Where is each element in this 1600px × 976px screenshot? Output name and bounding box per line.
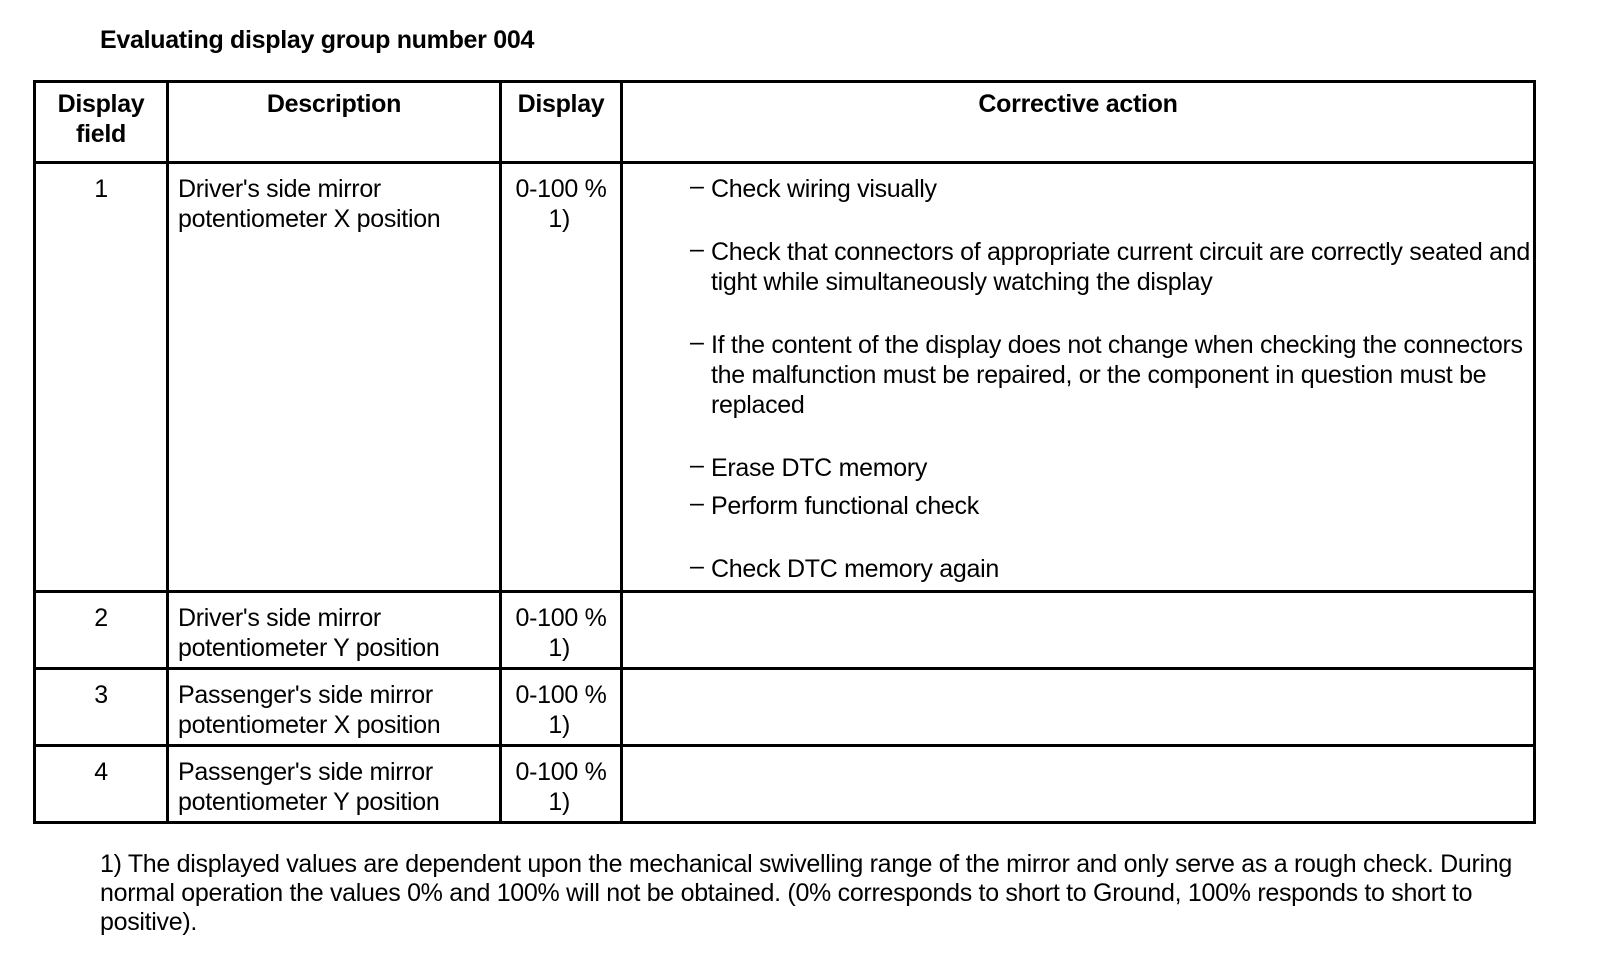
page-title: Evaluating display group number 004 (100, 26, 535, 54)
action-text: Perform functional check (711, 492, 979, 520)
header-display: Display (501, 82, 622, 163)
display-range: 0-100 % (515, 681, 607, 709)
action-item (690, 172, 1533, 204)
dash-bullet-icon: – (690, 235, 704, 263)
description-cell: Passenger's side mirror potentiometer Y position (168, 746, 501, 823)
table-row (35, 746, 1535, 823)
header-description: Description (168, 82, 501, 163)
display-range: 0-100 % (515, 604, 607, 632)
dash-bullet-icon: – (690, 552, 704, 580)
corrective-action-cell (622, 669, 1535, 746)
action-text: Check DTC memory again (711, 555, 999, 583)
display-field-cell: 3 (35, 669, 168, 746)
display-range: 0-100 % (515, 758, 607, 786)
corrective-action-list (623, 174, 1533, 584)
dash-bullet-icon: – (690, 489, 704, 517)
action-item (690, 328, 1533, 420)
action-item (690, 489, 1533, 521)
description-cell: Passenger's side mirror potentiometer X position (168, 669, 501, 746)
display-range: 0-100 % (515, 175, 607, 203)
display-footnote-ref: 1) (548, 205, 570, 233)
action-text: If the content of the display does not change when checking the connectors the malfunction must be repaired, or the component in question must be replaced (711, 331, 1523, 419)
header-display-field: Display field (35, 82, 168, 163)
display-field-cell: 2 (35, 592, 168, 669)
corrective-action-cell (622, 163, 1535, 592)
display-field-cell: 4 (35, 746, 168, 823)
table-row (35, 669, 1535, 746)
display-group-table (33, 80, 1536, 824)
table-row (35, 592, 1535, 669)
display-cell (501, 669, 622, 746)
display-cell (501, 163, 622, 592)
footnote: 1) The displayed values are dependent upon the mechanical swivelling range of the mirror and only serve as a rough check. During normal operation the values 0% and 100% will not be obtained. (0% corresponds to short to Ground, 100% responds to short to positive). (100, 850, 1512, 936)
display-cell (501, 746, 622, 823)
display-cell (501, 592, 622, 669)
display-field-cell: 1 (35, 163, 168, 592)
action-item (690, 451, 1533, 483)
dash-bullet-icon: – (690, 328, 704, 356)
table-header-row (35, 82, 1535, 163)
display-footnote-ref: 1) (548, 788, 570, 816)
corrective-action-cell (622, 592, 1535, 669)
action-item (690, 552, 1533, 584)
action-item (690, 235, 1533, 297)
header-corrective-action: Corrective action (622, 82, 1535, 163)
dash-bullet-icon: – (690, 451, 704, 479)
dash-bullet-icon: – (690, 172, 704, 200)
action-text: Erase DTC memory (711, 454, 928, 482)
table-row (35, 163, 1535, 592)
description-cell: Driver's side mirror potentiometer Y position (168, 592, 501, 669)
description-cell: Driver's side mirror potentiometer X position (168, 163, 501, 592)
display-footnote-ref: 1) (548, 711, 570, 739)
display-footnote-ref: 1) (548, 634, 570, 662)
action-text: Check wiring visually (711, 175, 937, 203)
corrective-action-cell (622, 746, 1535, 823)
action-text: Check that connectors of appropriate current circuit are correctly seated and tight while simultaneously watching the display (711, 238, 1530, 296)
